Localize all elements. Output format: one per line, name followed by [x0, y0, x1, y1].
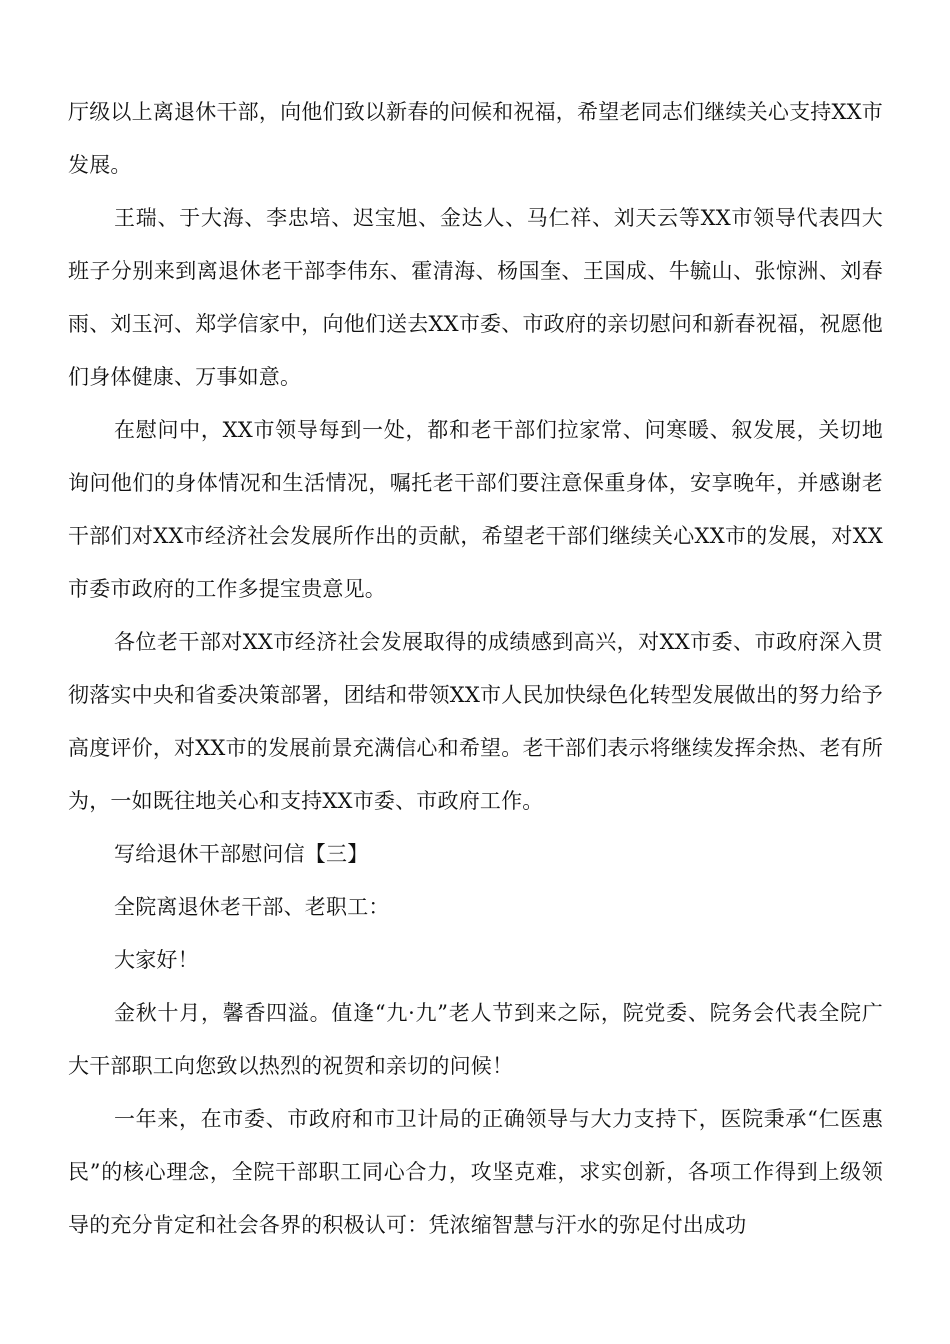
paragraph-continuation: 厅级以上离退休干部，向他们致以新春的问候和祝福，希望老同志们继续关心支持XX市发展。 [68, 100, 883, 177]
letter-greeting: 大家好！ [114, 948, 199, 972]
paragraph-annual-review: 一年来，在市委、市政府和市卫计局的正确领导与大力支持下，医院秉承“仁医惠民”的核心理念，全院干部职工同心合力，攻坚克难，求实创新，各项工作得到上级领导的充分肯定和社会各界的积极认可：凭浓缩智慧与汗水的弥足付出成功 [68, 1107, 883, 1237]
letter-salutation: 全院离退休老干部、老职工： [114, 895, 390, 919]
paragraph-cadres-response: 各位老干部对XX市经济社会发展取得的成绩感到高兴，对XX市委、市政府深入贯彻落实中央和省委决策部署，团结和带领XX市人民加快绿色化转型发展做出的努力给予高度评价，对XX市的发展前景充满信心和希望。老干部们表示将继续发挥余热、老有所为，一如既往地关心和支持XX市委、市政府工作。 [68, 630, 883, 813]
paragraph-festival-greeting: 金秋十月，馨香四溢。值逢“九·九”老人节到来之际，院党委、院务会代表全院广大干部职工向您致以热烈的祝贺和亲切的问候！ [68, 1001, 883, 1078]
document-body [68, 86, 883, 1252]
paragraph-leaders-visit: 王瑞、于大海、李忠培、迟宝旭、金达人、马仁祥、刘天云等XX市领导代表四大班子分别来到离退休老干部李伟东、霍清海、杨国奎、王国成、牛毓山、张惊洲、刘春雨、刘玉河、郑学信家中，向他们送去XX市委、市政府的亲切慰问和新春祝福，祝愿他们身体健康、万事如意。 [68, 206, 883, 389]
section-heading: 写给退休干部慰问信【三】 [114, 842, 369, 866]
paragraph-condolence-details: 在慰问中，XX市领导每到一处，都和老干部们拉家常、问寒暖、叙发展，关切地询问他们的身体情况和生活情况，嘱托老干部们要注意保重身体，安享晚年，并感谢老干部们对XX市经济社会发展所作出的贡献，希望老干部们继续关心XX市的发展，对XX市委市政府的工作多提宝贵意见。 [68, 418, 883, 601]
